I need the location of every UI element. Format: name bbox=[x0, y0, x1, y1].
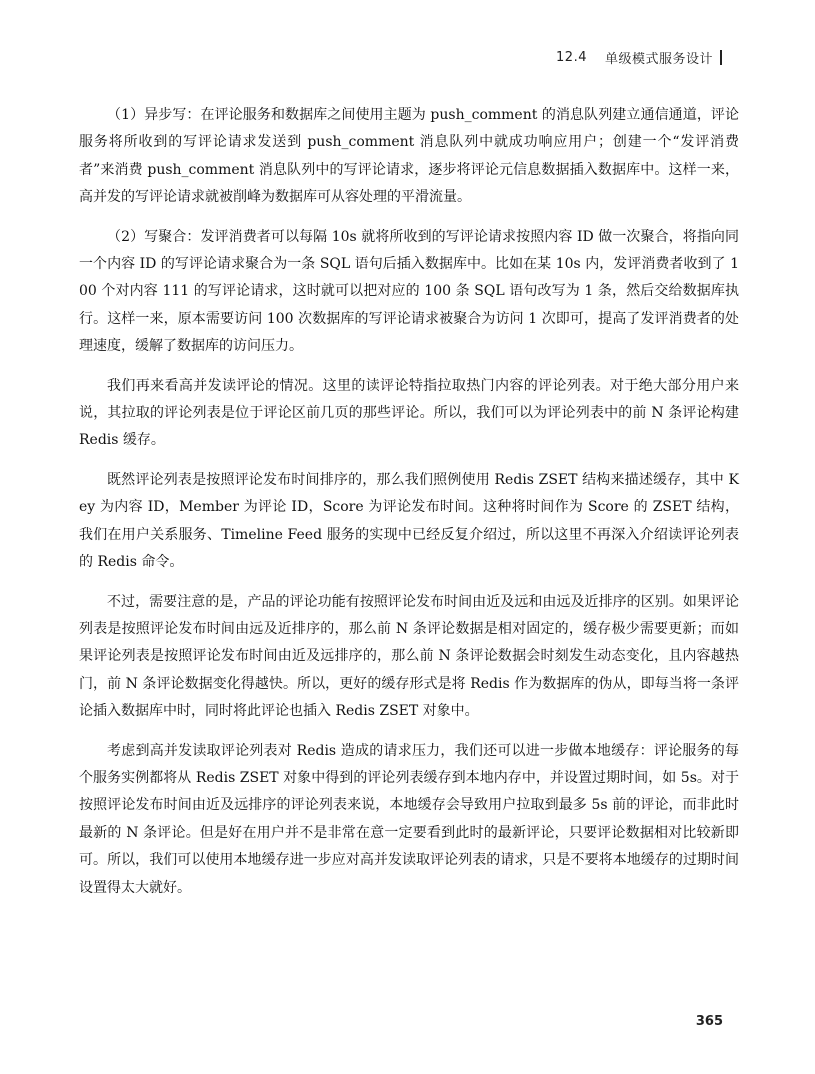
paragraph-sort-order: 不过，需要注意的是，产品的评论功能有按照评论发布时间由近及远和由远及近排序的区别。如果评论列表是按照评论发布时间由远及近排序的，那么前 N 条评论数据是相对固定的，缓存极少需要更新；而如果评论列表是按照评论发布时间由近及远排序的，那么前 N 条评论数据会时刻发生动态变化，且内容越热门，前 N 条评论数据变化得越快。所以，更好的缓存形式是将 Redis 作为数据库的伪从，即每当将一条评论插入数据库中时，同时将此评论也插入 Redis ZSET 对象中。 bbox=[79, 593, 739, 720]
paragraph-redis-zset: 既然评论列表是按照评论发布时间排序的，那么我们照例使用 Redis ZSET 结构来描述缓存，其中 Key 为内容 ID，Member 为评论 ID，Score 为评论发布时间。这种将时间作为 Score 的 ZSET 结构，我们在用户关系服务、Timeline Feed 服务的实现中已经反复介绍过，所以这里不再深入介绍读评论列表的 Redis 命令。 bbox=[79, 471, 739, 571]
paragraph-local-cache: 考虑到高并发读取评论列表对 Redis 造成的请求压力，我们还可以进一步做本地缓存：评论服务的每个服务实例都将从 Redis ZSET 对象中得到的评论列表缓存到本地内存中，并设置过期时间，如 5s。对于按照评论发布时间由近及远排序的评论列表来说，本地缓存会导致用户拉取到最多 5s 前的评论，而非此时最新的 N 条评论。但是好在用户并不是非常在意一定要看到此时的最新评论，只要评论数据相对比较新即可。所以，我们可以使用本地缓存进一步应对高并发读取评论列表的请求，只是不要将本地缓存的过期时间设置得太大就好。 bbox=[79, 742, 739, 896]
running-head bbox=[556, 48, 722, 67]
paragraph-high-concurrency-read: 我们再来看高并发读评论的情况。这里的读评论特指拉取热门内容的评论列表。对于绝大部分用户来说，其拉取的评论列表是位于评论区前几页的那些评论。所以，我们可以为评论列表中的前 N 条评论构建 Redis 缓存。 bbox=[79, 377, 739, 449]
header-rule bbox=[720, 50, 722, 65]
body-text bbox=[79, 102, 739, 914]
page-number: 365 bbox=[695, 1014, 723, 1029]
section-number: 12.4 bbox=[556, 50, 587, 65]
paragraph-async-write: （1）异步写：在评论服务和数据库之间使用主题为 push_comment 的消息队列建立通信通道，评论服务将所收到的写评论请求发送到 push_comment 消息队列中就成功响应用户；创建一个“发评消费者”来消费 push_comment 消息队列中的写评论请求，逐步将评论元信息数据插入数据库中。这样一来，高并发的写评论请求就被削峰为数据库可从容处理的平滑流量。 bbox=[79, 107, 739, 206]
section-title: 单级模式服务设计 bbox=[604, 52, 713, 67]
paragraph-write-aggregate: （2）写聚合：发评消费者可以每隔 10s 就将所收到的写评论请求按照内容 ID 做一次聚合，将指向同一个内容 ID 的写评论请求聚合为一条 SQL 语句后插入数据库中。比如在某 10s 内，发评消费者收到了 100 个对内容 111 的写评论请求，这时就可以把对应的 100 条 SQL 语句改写为 1 条，然后交给数据库执行。这样一来，原本需要访问 100 次数据库的写评论请求被聚合为访问 1 次即可，提高了发评消费者的处理速度，缓解了数据库的访问压力。 bbox=[79, 228, 739, 355]
